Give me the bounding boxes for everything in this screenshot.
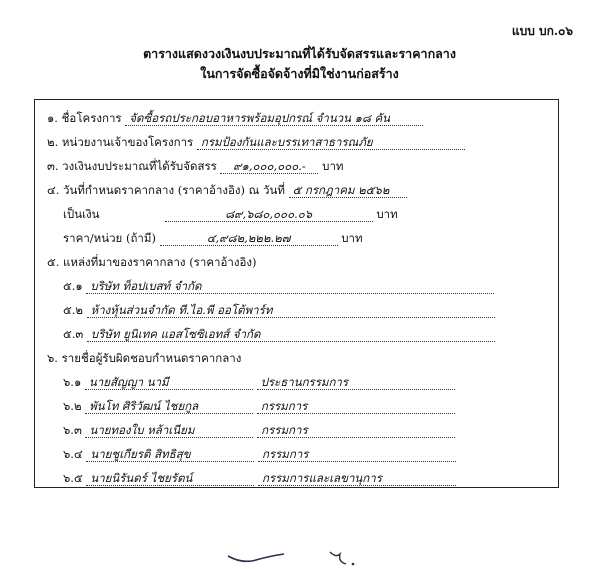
agency-value: กรมป้องกันและบรรเทาสาธารณภัย [197, 135, 465, 150]
committee-member-2 [63, 399, 455, 414]
document-subtitle: ในการจัดซื้อจัดจ้างที่มิใช่งานก่อสร้าง [200, 66, 399, 81]
reference-date-value: ๕ กรกฎาคม ๒๕๖๒ [289, 183, 407, 198]
item-amount [63, 207, 398, 222]
budget-label: ๓. วงเงินงบประมาณที่ได้รับจัดสรร [47, 159, 217, 173]
price-source-name: บริษัท ยูนิเทค แอสโซซิเอทส์ จำกัด [87, 327, 495, 342]
item-budget [47, 159, 343, 174]
committee-member-3 [63, 423, 455, 438]
item-price-sources [47, 255, 256, 269]
committee-member-5 [63, 471, 456, 486]
project-name-label: ๑. ชื่อโครงการ [47, 111, 122, 125]
committee-member-4 [63, 447, 456, 462]
member-number: ๖.๕ [63, 471, 83, 485]
member-name: นายสัญญา นามี [85, 375, 253, 390]
price-source-number: ๕.๓ [63, 327, 84, 341]
price-sources-label: ๕. แหล่งที่มาของราคากลาง (ราคาอ้างอิง) [47, 255, 257, 269]
reference-date-label: ๔. วันที่กำหนดราคากลาง (ราคาอ้างอิง) ณ วันที่ [47, 183, 285, 197]
committee-member-1 [63, 375, 455, 390]
agency-label: ๒. หน่วยงานเจ้าของโครงการ [47, 135, 194, 149]
member-role: กรรมการ [257, 423, 455, 438]
unit-price-value: ๔,๙๘๒,๒๒๒.๒๗ [160, 231, 338, 246]
document-title: ตารางแสดงวงเงินงบประมาณที่ได้รับจัดสรรและราคากลาง [143, 46, 456, 61]
unit-price-unit: บาท [341, 231, 363, 245]
price-source-name: ห้างหุ้นส่วนจำกัด ที.ไอ.พี ออโต้พาร์ท [87, 303, 495, 318]
member-name: พันโท ศิริวัฒน์ ไชยกูล [85, 399, 253, 414]
member-number: ๖.๑ [63, 375, 82, 389]
item-project-name [47, 111, 423, 126]
item-unit-price [63, 231, 363, 246]
amount-unit: บาท [376, 207, 398, 221]
price-source-1 [63, 279, 494, 294]
member-role: ประธานกรรมการ [257, 375, 455, 390]
unit-price-label: ราคา/หน่วย (ถ้ามี) [63, 231, 156, 245]
price-source-3 [63, 327, 495, 342]
member-name: นายทองใบ หล้าเนียม [85, 423, 253, 438]
member-role: กรรมการ [258, 447, 456, 462]
member-number: ๖.๒ [63, 399, 82, 413]
amount-label: เป็นเงิน [63, 207, 100, 221]
member-role: กรรมการ [257, 399, 455, 414]
member-name: นายชูเกียรติ สิทธิสุข [86, 447, 254, 462]
responsible-persons-label: ๖. รายชื่อผู้รับผิดชอบกำหนดราคากลาง [47, 351, 242, 365]
member-number: ๖.๔ [63, 447, 83, 461]
form-code: แบบ บก.๐๖ [511, 24, 573, 38]
item-responsible-persons [47, 351, 241, 365]
budget-unit: บาท [322, 159, 344, 173]
project-name-value: จัดซื้อรถประกอบอาหารพร้อมอุปกรณ์ จำนวน ๑๘ คัน [125, 111, 423, 126]
amount-value: ๘๙,๖๘๐,๐๐๐.๐๖ [165, 207, 373, 222]
price-source-name: บริษัท ท็อปเบสท์ จำกัด [86, 279, 494, 294]
member-name: นายนิรันดร์ ไชยรัตน์ [86, 471, 254, 486]
budget-value: ๙๑,๐๐๐,๐๐๐.- [220, 159, 318, 174]
price-source-2 [63, 303, 495, 318]
member-role: กรรมการและเลขานุการ [258, 471, 456, 486]
signature-mark [220, 548, 400, 569]
price-source-number: ๕.๒ [63, 303, 83, 317]
price-source-number: ๕.๑ [63, 279, 83, 293]
item-reference-date [47, 183, 407, 198]
member-number: ๖.๓ [63, 423, 82, 437]
price-table-box [34, 99, 559, 488]
item-agency [47, 135, 465, 150]
